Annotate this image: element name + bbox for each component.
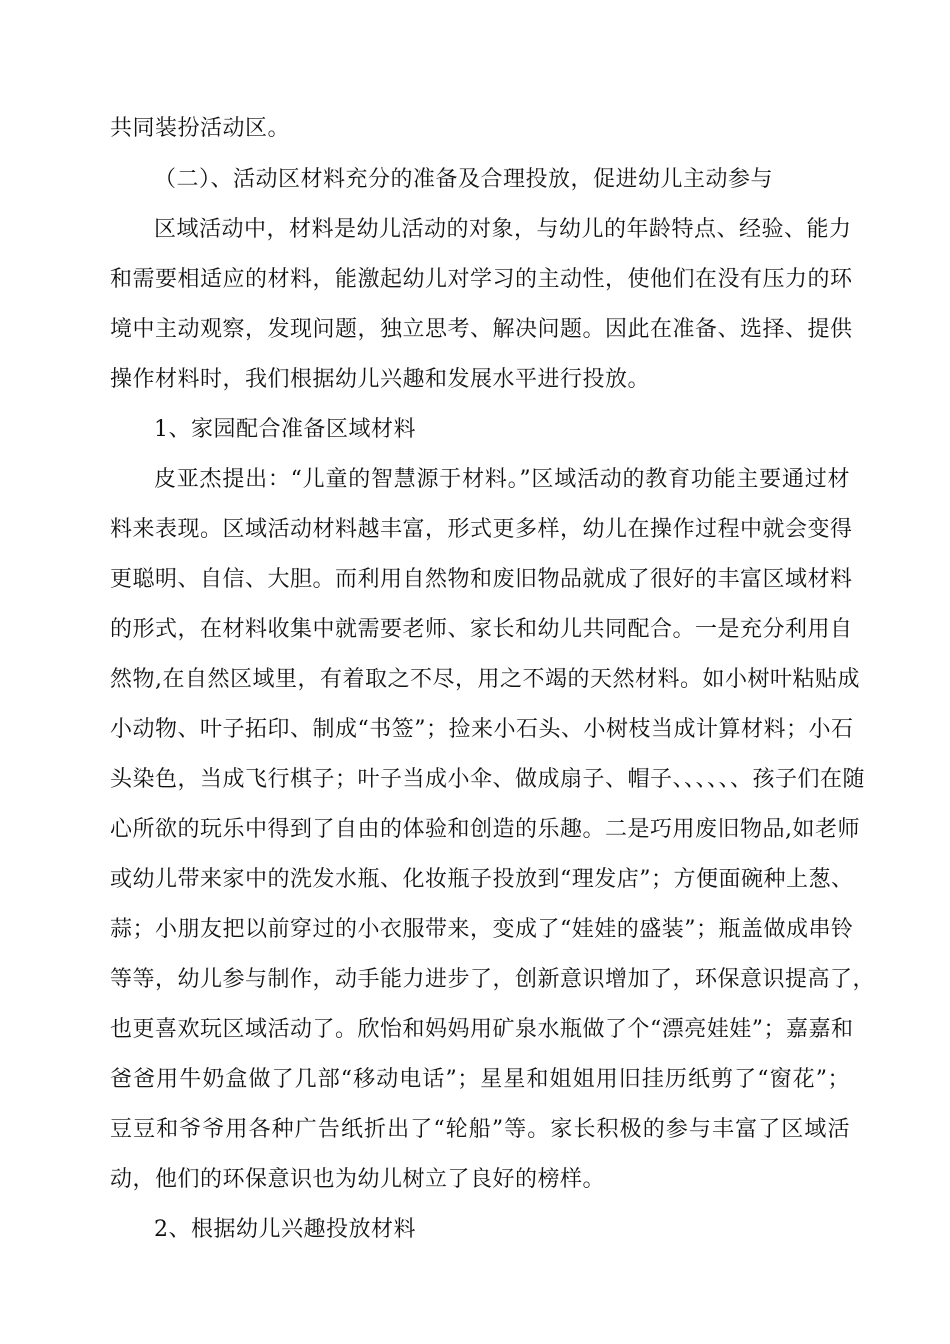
paragraph-line: 和需要相适应的材料，能激起幼儿对学习的主动性，使他们在没有压力的环 bbox=[110, 267, 853, 292]
paragraph-line: 头染色，当成飞行棋子；叶子当成小伞、做成扇子、帽子、、、、、、孩子们在随 bbox=[110, 767, 866, 792]
paragraph-line: 料来表现。区域活动材料越丰富，形式更多样，幼儿在操作过程中就会变得 bbox=[110, 517, 853, 542]
paragraph-line: 共同装扮活动区。 bbox=[110, 116, 291, 141]
paragraph-line: 等等，幼儿参与制作，动手能力进步了，创新意识增加了，环保意识提高了， bbox=[110, 967, 876, 992]
subsection-heading: 1、家园配合准备区域材料 bbox=[154, 417, 416, 442]
paragraph-line: 操作材料时，我们根据幼儿兴趣和发展水平进行投放。 bbox=[110, 367, 651, 392]
paragraph-line: 小动物、叶子拓印、制成“书签”；捡来小石头、小树枝当成计算材料；小石 bbox=[110, 717, 854, 742]
subsection-heading: 2、根据幼儿兴趣投放材料 bbox=[154, 1217, 416, 1242]
paragraph-line: 区域活动中，材料是幼儿活动的对象，与幼儿的年龄特点、经验、能力 bbox=[154, 217, 852, 242]
paragraph-line: 心所欲的玩乐中得到了自由的体验和创造的乐趣。二是巧用废旧物品,如老师 bbox=[110, 817, 860, 842]
paragraph-line: 皮亚杰提出：“儿童的智慧源于材料。”区域活动的教育功能主要通过材 bbox=[154, 467, 850, 492]
paragraph-line: 爸爸用牛奶盒做了几部“移动电话”；星星和姐姐用旧挂历纸剪了“窗花”； bbox=[110, 1067, 850, 1092]
paragraph-line: 蒜；小朋友把以前穿过的小衣服带来，变成了“娃娃的盛装”；瓶盖做成串铃 bbox=[110, 917, 854, 942]
paragraph-line: 的形式，在材料收集中就需要老师、家长和幼儿共同配合。一是充分利用自 bbox=[110, 617, 853, 642]
paragraph-line: 然物,在自然区域里，有着取之不尽，用之不竭的天然材料。如小树叶粘贴成 bbox=[110, 667, 860, 692]
paragraph-line: 更聪明、自信、大胆。而利用自然物和废旧物品就成了很好的丰富区域材料 bbox=[110, 567, 853, 592]
paragraph-line: 也更喜欢玩区域活动了。欣怡和妈妈用矿泉水瓶做了个“漂亮娃娃”；嘉嘉和 bbox=[110, 1017, 854, 1042]
paragraph-line: 豆豆和爷爷用各种广告纸折出了“轮船”等。家长积极的参与丰富了区域活 bbox=[110, 1117, 850, 1142]
paragraph-line: 境中主动观察，发现问题，独立思考、解决问题。因此在准备、选择、提供 bbox=[110, 317, 853, 342]
paragraph-line: 或幼儿带来家中的洗发水瓶、化妆瓶子投放到“理发店”；方便面碗种上葱、 bbox=[110, 867, 854, 892]
section-heading: （二）、活动区材料充分的准备及合理投放，促进幼儿主动参与 bbox=[154, 167, 774, 192]
paragraph-line: 动，他们的环保意识也为幼儿树立了良好的榜样。 bbox=[110, 1167, 606, 1192]
